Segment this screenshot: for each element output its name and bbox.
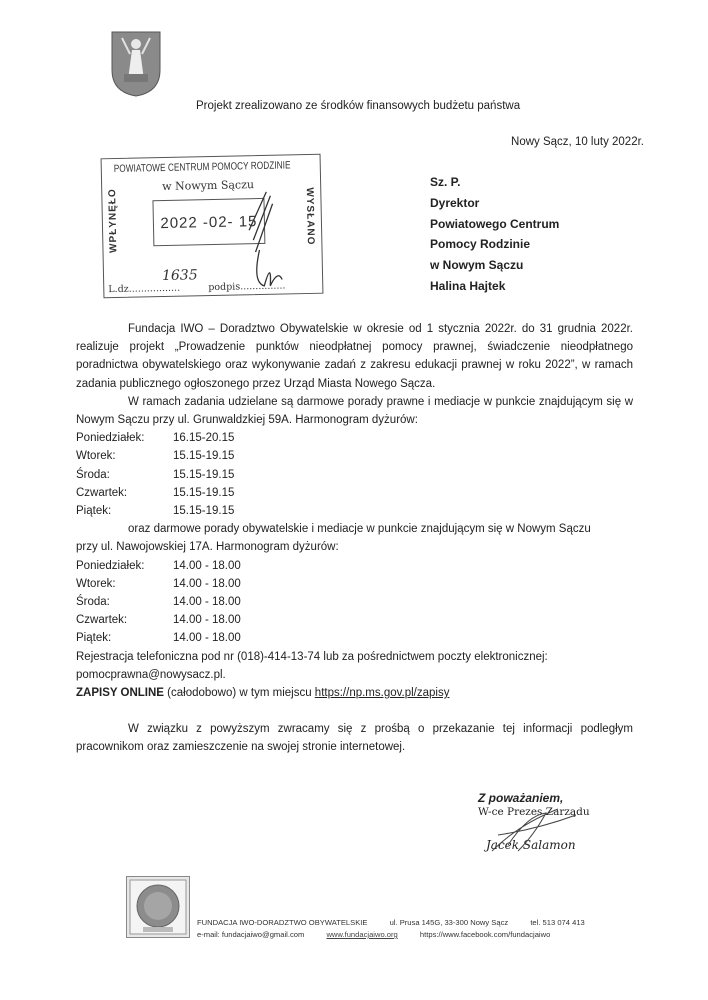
online-text: (całodobowo) w tym miejscu xyxy=(163,687,315,700)
stamp-ldz-label: L.dz................. xyxy=(108,282,181,296)
intro-paragraph: Fundacja IWO – Doradztwo Obywatelskie w okresie od 1 stycznia 2022r. do 31 grudnia 2022r. realizuje projekt „Prowadzenie punktów nieodpłatnej pomocy prawnej, świadczenie nieodpłatnego poradnictwa obywatelskiego oraz wykonywanie zadań z zakresu edukacji prawnej w roku 2022”, w ramach zadania publicznego ogłoszonego przez Urząd Miasta Nowego Sącza. xyxy=(76,323,633,390)
schedule-grunwaldzka xyxy=(76,429,633,520)
point2-intro-line1: oraz darmowe porady obywatelskie i mediacje w punkcie znajdującym się w Nowym Sączu xyxy=(128,523,591,536)
handwritten-signature-icon xyxy=(488,805,578,855)
recipient-line: w Nowym Sączu xyxy=(430,258,524,273)
schedule-row xyxy=(76,611,633,629)
registration-text: Rejestracja telefoniczna pod nr (018)-414-13-74 lub za pośrednictwem poczty elektronicznej: xyxy=(76,650,548,663)
online-registration xyxy=(76,684,633,702)
registration-email[interactable]: pomocprawna@nowysacz.pl. xyxy=(76,668,226,681)
letter-body xyxy=(76,320,633,757)
footer-phone: tel. 513 074 413 xyxy=(530,918,585,927)
footer-email[interactable]: e-mail: fundacjaiwo@gmail.com xyxy=(197,930,305,939)
recipient-line: Sz. P. xyxy=(430,175,461,189)
online-label: ZAPISY ONLINE xyxy=(76,687,164,700)
recipient-line: Halina Hajtek xyxy=(430,278,506,293)
signature-name: Jacek Salamon xyxy=(486,838,576,852)
schedule-row xyxy=(76,447,633,465)
schedule-hours: 14.00 - 18.00 xyxy=(173,614,241,627)
stamp-title: POWIATOWE CENTRUM POMOCY RODZINIE xyxy=(113,159,291,176)
schedule-hours: 15.15-19.15 xyxy=(173,486,235,499)
funding-note: Projekt zrealizowano ze środków finansowych budżetu państwa xyxy=(196,100,521,112)
stamp-signature-label: podpis............... xyxy=(208,280,286,294)
stamp-ldz-number: 1635 xyxy=(161,267,198,285)
schedule-day: Środa: xyxy=(76,596,110,609)
schedule-hours: 14.00 - 18.00 xyxy=(173,559,241,572)
recipient-line: Powiatowego Centrum xyxy=(430,216,560,231)
footer-website-link[interactable]: www.fundacjaiwo.org xyxy=(326,930,398,939)
received-stamp xyxy=(101,154,324,299)
schedule-hours: 14.00 - 18.00 xyxy=(173,632,241,645)
handwritten-signature-icon xyxy=(242,190,284,291)
schedule-row xyxy=(76,502,633,520)
schedule-hours: 14.00 - 18.00 xyxy=(173,596,241,609)
schedule-day: Piątek: xyxy=(76,632,112,645)
schedule-day: Czwartek: xyxy=(76,614,128,627)
stamp-received-label: WPŁYNĘŁO xyxy=(107,188,120,254)
schedule-row xyxy=(76,575,633,593)
schedule-row xyxy=(76,484,633,502)
schedule-day: Wtorek: xyxy=(76,577,116,590)
footer-address: ul. Prusa 145G, 33-300 Nowy Sącz xyxy=(389,918,509,927)
place-date: Nowy Sącz, 10 luty 2022r. xyxy=(511,136,644,148)
footer-org-name: FUNDACJA IWO-DORADZTWO OBYWATELSKIE xyxy=(197,918,368,927)
schedule-nawojowska xyxy=(76,557,633,648)
signature-greeting: Z poważaniem, xyxy=(478,791,564,805)
stamp-date-value: 2022 -02- 15 xyxy=(160,212,258,232)
schedule-row xyxy=(76,629,633,647)
schedule-row xyxy=(76,557,633,575)
schedule-hours: 16.15-20.15 xyxy=(173,432,235,445)
schedule-hours: 15.15-19.15 xyxy=(173,505,235,518)
schedule-day: Piątek: xyxy=(76,505,112,518)
recipient-block xyxy=(430,172,559,297)
schedule-hours: 15.15-19.15 xyxy=(173,450,235,463)
footer-contact xyxy=(197,917,605,941)
stamp-sent-label: WYSŁANO xyxy=(303,187,316,246)
schedule-hours: 15.15-19.15 xyxy=(173,468,235,481)
stamp-city: w Nowym Sączu xyxy=(162,178,255,194)
signature-role: W-ce Prezes Zarządu xyxy=(478,806,590,818)
recipient-line: Pomocy Rodzinie xyxy=(430,237,531,252)
online-registration-link[interactable]: https://np.ms.gov.pl/zapisy xyxy=(314,687,450,700)
schedule-row xyxy=(76,429,633,447)
closing-paragraph: W związku z powyższym zwracamy się z prośbą o przekazanie tej informacji podległym pracownikom oraz zamieszczenie na swojej stronie internetowej. xyxy=(76,723,633,754)
schedule-row xyxy=(76,593,633,611)
schedule-row xyxy=(76,466,633,484)
fundacja-iwo-medallion-logo xyxy=(126,876,190,938)
footer-facebook-link[interactable]: https://www.facebook.com/fundacjaiwo xyxy=(419,930,551,939)
recipient-line: Dyrektor xyxy=(430,195,480,210)
schedule-day: Poniedziałek: xyxy=(76,432,145,445)
schedule-day: Poniedziałek: xyxy=(76,559,145,572)
signature-block xyxy=(478,791,590,852)
schedule-day: Czwartek: xyxy=(76,486,128,499)
schedule-day: Wtorek: xyxy=(76,450,116,463)
point2-intro-line2: przy ul. Nawojowskiej 17A. Harmonogram dyżurów: xyxy=(76,541,339,554)
schedule-hours: 14.00 - 18.00 xyxy=(173,577,241,590)
point1-intro: W ramach zadania udzielane są darmowe porady prawne i mediacje w punkcie znajdującym się w Nowym Sączu przy ul. Grunwaldzkiej 59A. Harmonogram dyżurów: xyxy=(76,395,633,427)
schedule-day: Środa: xyxy=(76,468,110,481)
city-coat-of-arms-icon xyxy=(110,30,162,98)
